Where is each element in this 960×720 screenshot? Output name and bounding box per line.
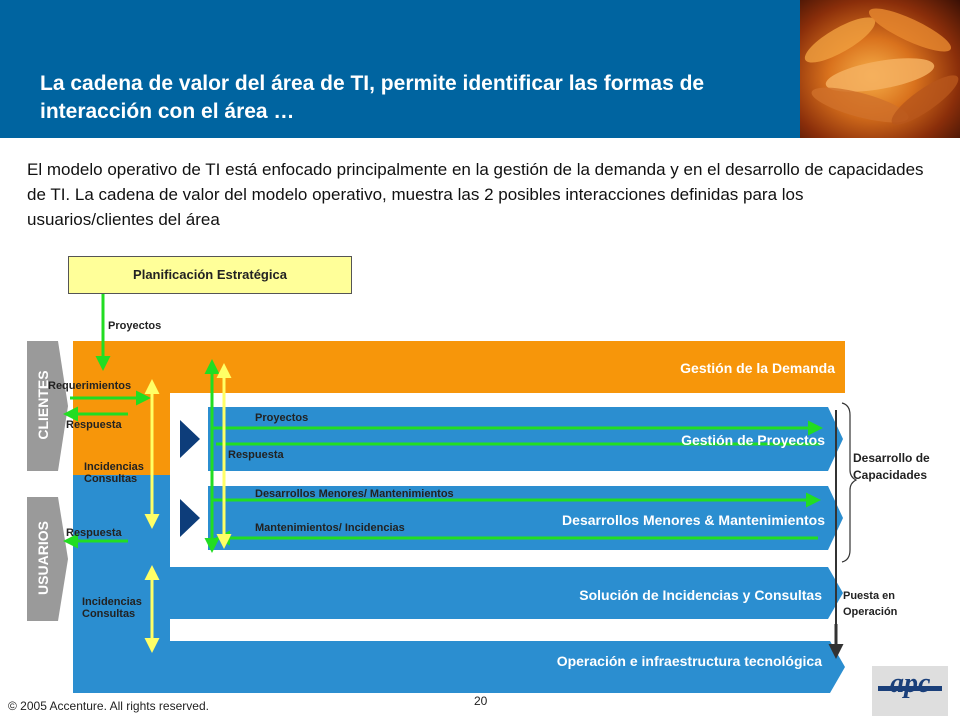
users-column xyxy=(73,475,170,565)
incidents-band-label: Solución de Incidencias y Consultas xyxy=(579,587,822,603)
demand-band-label: Gestión de la Demanda xyxy=(680,360,835,376)
projects-triangle xyxy=(180,420,200,458)
page-title: La cadena de valor del área de TI, permite identificar las formas de interacción con el área … xyxy=(40,72,705,123)
respuesta-band-label: Respuesta xyxy=(228,449,284,461)
projects-band-label: Gestión de Proyectos xyxy=(681,432,825,448)
clientes-label: CLIENTES xyxy=(35,370,51,440)
usuarios-label: USUARIOS xyxy=(35,521,51,595)
apc-logo-text: apc xyxy=(890,668,931,699)
incidencias-consultas-label-2: Incidencias Consultas xyxy=(82,596,142,620)
intro-paragraph: El modelo operativo de TI está enfocado principalmente en la gestión de la demanda y en el desarrollo de capacidades de TI. La cadena de valor del modelo operativo, muestra las 2 posibles interacciones definidas para los usuarios/clientes del área xyxy=(27,160,924,229)
mantenimientos-incidencias-label: Mantenimientos/ Incidencias xyxy=(255,522,405,534)
respuesta-usuarios-label: Respuesta xyxy=(66,527,122,539)
requerimientos-label: Requerimientos xyxy=(48,380,132,392)
puesta-operacion-label: Puesta en Operación xyxy=(843,590,898,618)
incidencias-consultas-label-1: Incidencias Consultas xyxy=(84,461,144,485)
operation-band-label: Operación e infraestructura tecnológica xyxy=(556,653,822,669)
planificacion-estrategica-box: Planificación Estratégica xyxy=(68,256,352,294)
respuesta-clientes-label: Respuesta xyxy=(66,419,122,431)
page-number: 20 xyxy=(474,694,488,708)
desarrollos-menores-label: Desarrollos Menores/ Mantenimientos xyxy=(255,488,454,500)
copyright-footer: © 2005 Accenture. All rights reserved. xyxy=(8,699,209,713)
minor-dev-band-label: Desarrollos Menores & Mantenimientos xyxy=(562,512,825,528)
desarrollo-capacidades-label: Desarrollo de Capacidades xyxy=(853,451,930,482)
proyectos-band-label-small: Proyectos xyxy=(255,412,309,424)
minor-dev-triangle xyxy=(180,499,200,537)
proyectos-top-label: Proyectos xyxy=(108,320,162,332)
